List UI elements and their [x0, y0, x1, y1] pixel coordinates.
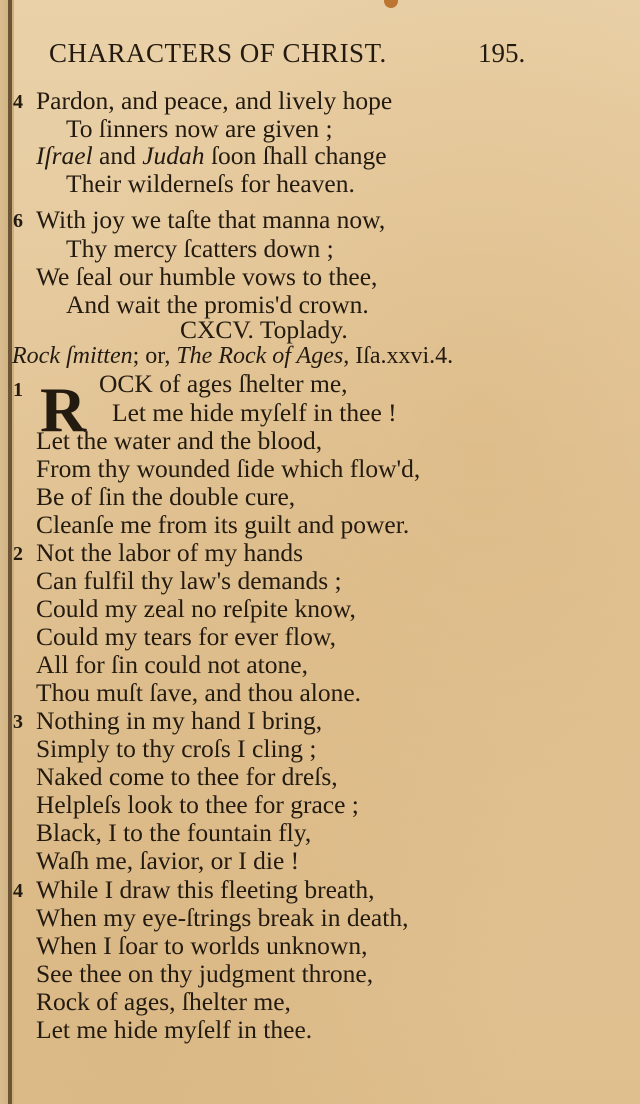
verse-line: Pardon, and peace, and lively hope	[36, 86, 393, 115]
verse-text: ſoon ſhall change	[204, 141, 387, 170]
hymn-subtitle	[12, 343, 453, 370]
name-israel: Iſrael	[36, 141, 93, 170]
verse-line: And wait the promis'd crown.	[66, 290, 369, 319]
scripture-reference: Iſa.xxvi.4.	[355, 343, 454, 369]
verse-line: Be of ſin the double cure,	[36, 482, 296, 511]
verse-line: Their wilderneſs for heaven.	[66, 169, 355, 198]
verse-line: Not the labor of my hands	[36, 538, 303, 567]
verse-line: Thy mercy ſcatters down ;	[66, 234, 334, 263]
verse-line: Helpleſs look to thee for grace ;	[36, 790, 359, 819]
stanza-number: 2	[13, 543, 23, 565]
verse-line: Nothing in my hand I bring,	[36, 706, 323, 735]
verse-line: When I ſoar to worlds unknown,	[36, 931, 368, 960]
verse-line	[36, 143, 387, 169]
verse-line: Naked come to thee for dreſs,	[36, 762, 338, 791]
verse-line: OCK of ages ſhelter me,	[99, 369, 348, 398]
ink-stain	[384, 0, 398, 8]
verse-line: Let the water and the blood,	[36, 426, 323, 455]
verse-line: From thy wounded ſide which flow'd,	[36, 454, 421, 483]
running-head: CHARACTERS OF CHRIST.	[49, 38, 387, 68]
verse-line: Waſh me, ſavior, or I die !	[36, 846, 300, 875]
subtitle-part: Rock ſmitten	[12, 343, 133, 369]
verse-line: Can fulfil thy law's demands ;	[36, 566, 342, 595]
verse-line: Cleanſe me from its guilt and power.	[36, 510, 410, 539]
verse-line: All for ſin could not atone,	[36, 650, 308, 679]
verse-line: See thee on thy judgment throne,	[36, 959, 374, 988]
stanza-number: 4	[13, 91, 23, 113]
verse-line: Simply to thy croſs I cling ;	[36, 734, 317, 763]
stanza-number: 4	[13, 880, 23, 902]
subtitle-part: The Rock of Ages	[176, 343, 344, 369]
gutter-rule	[8, 0, 12, 1104]
name-judah: Judah	[142, 141, 205, 170]
drop-cap: R	[40, 374, 87, 445]
verse-text: and	[92, 141, 143, 170]
stanza-number: 1	[13, 379, 23, 401]
verse-line: Could my zeal no reſpite know,	[36, 594, 356, 623]
hymn-title: CXCV. Toplady.	[180, 315, 348, 344]
stanza-number: 6	[13, 210, 23, 232]
verse-line: Rock of ages, ſhelter me,	[36, 987, 291, 1016]
verse-line: We ſeal our humble vows to thee,	[36, 262, 378, 291]
verse-line: While I draw this fleeting breath,	[36, 875, 375, 904]
verse-line: Let me hide myſelf in thee !	[112, 398, 397, 427]
verse-line: Thou muſt ſave, and thou alone.	[36, 678, 362, 707]
verse-line: Black, I to the fountain fly,	[36, 818, 312, 847]
verse-line: Let me hide myſelf in thee.	[36, 1015, 313, 1044]
verse-line: With joy we taſte that manna now,	[36, 205, 386, 234]
stanza-number: 3	[13, 711, 23, 733]
page-number: 195.	[478, 38, 526, 68]
verse-line: When my eye-ſtrings break in death,	[36, 903, 409, 932]
verse-line: To ſinners now are given ;	[66, 114, 333, 143]
verse-line: Could my tears for ever flow,	[36, 622, 337, 651]
subtitle-sep: ,	[343, 343, 356, 369]
subtitle-sep: ; or,	[132, 343, 177, 369]
